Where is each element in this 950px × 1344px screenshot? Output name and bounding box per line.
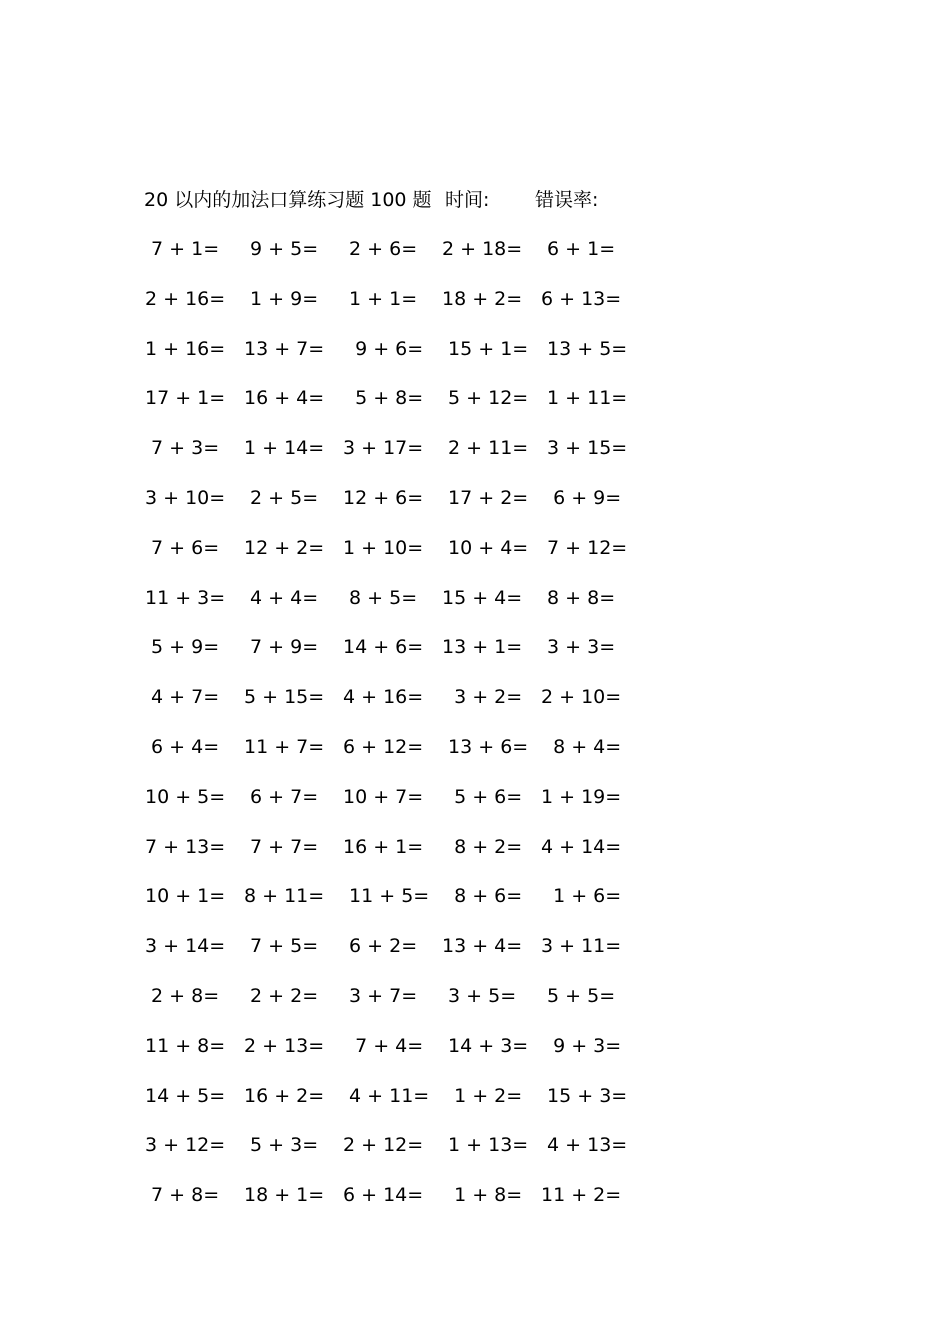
problem-row (145, 881, 645, 931)
problem-item: 11 + 2= (541, 1184, 622, 1207)
problem-item: 4 + 11= (343, 1084, 430, 1107)
problem-item: 2 + 10= (541, 686, 622, 709)
problem-item: 16 + 1= (343, 835, 424, 858)
problem-item: 5 + 6= (442, 785, 523, 808)
problem-item: 11 + 5= (343, 885, 430, 908)
problem-item: 7 + 5= (244, 935, 319, 958)
problem-item: 1 + 16= (145, 337, 226, 360)
problem-item: 8 + 4= (541, 735, 622, 758)
problem-item: 1 + 6= (541, 885, 622, 908)
problem-item: 3 + 17= (343, 437, 424, 460)
error-rate-label: 错误率: (535, 189, 599, 211)
problem-item: 1 + 14= (244, 437, 325, 460)
problem-item: 1 + 10= (343, 536, 424, 559)
problem-item: 3 + 2= (442, 686, 523, 709)
problem-row (145, 1130, 645, 1180)
problem-item: 13 + 4= (442, 935, 523, 958)
problem-item: 9 + 6= (343, 337, 424, 360)
problem-item: 4 + 16= (343, 686, 424, 709)
problem-row (145, 383, 645, 433)
problem-item: 4 + 7= (145, 686, 220, 709)
problem-item: 3 + 5= (442, 984, 517, 1007)
problem-item: 7 + 1= (145, 238, 220, 260)
worksheet-title: 20 以内的加法口算练习题 100 题 (144, 189, 432, 211)
problem-item: 8 + 6= (442, 885, 523, 908)
problem-row (145, 284, 645, 334)
problem-item: 2 + 8= (145, 984, 220, 1007)
problem-item: 1 + 19= (541, 785, 622, 808)
problem-item: 11 + 3= (145, 586, 226, 609)
problem-item: 2 + 13= (244, 1034, 325, 1057)
worksheet-header (144, 186, 664, 214)
problem-item: 5 + 3= (244, 1134, 319, 1157)
problem-item: 13 + 7= (244, 337, 325, 360)
problem-item: 8 + 5= (343, 586, 418, 609)
problem-row (145, 732, 645, 782)
problem-item: 7 + 8= (145, 1184, 220, 1207)
problem-item: 3 + 3= (541, 636, 616, 659)
problem-row (145, 832, 645, 882)
time-label: 时间: (445, 189, 490, 211)
problem-item: 10 + 1= (145, 885, 226, 908)
problem-item: 10 + 4= (442, 536, 529, 559)
problem-row (145, 433, 645, 483)
problem-item: 11 + 8= (145, 1034, 226, 1057)
problem-item: 4 + 4= (244, 586, 319, 609)
problem-item: 4 + 14= (541, 835, 622, 858)
problem-item: 5 + 15= (244, 686, 325, 709)
problem-item: 5 + 5= (541, 984, 616, 1007)
problem-item: 5 + 8= (343, 387, 424, 410)
problem-item: 1 + 11= (541, 387, 628, 410)
problem-item: 4 + 13= (541, 1134, 628, 1157)
problem-row (145, 234, 645, 284)
problem-item: 6 + 4= (145, 735, 220, 758)
problem-item: 13 + 5= (541, 337, 628, 360)
problem-row (145, 931, 645, 981)
problem-row (145, 483, 645, 533)
problem-item: 2 + 12= (343, 1134, 424, 1157)
problem-item: 6 + 12= (343, 735, 424, 758)
problem-item: 5 + 12= (442, 387, 529, 410)
problem-item: 3 + 7= (343, 984, 418, 1007)
problem-item: 1 + 8= (442, 1184, 523, 1207)
problem-item: 7 + 12= (541, 536, 628, 559)
problem-item: 15 + 3= (541, 1084, 628, 1107)
problem-item: 3 + 12= (145, 1134, 226, 1157)
problem-item: 14 + 5= (145, 1084, 226, 1107)
problem-row (145, 1180, 645, 1230)
problem-row (145, 583, 645, 633)
problem-item: 12 + 2= (244, 536, 325, 559)
problem-item: 3 + 11= (541, 935, 622, 958)
problem-item: 6 + 9= (541, 486, 622, 509)
problem-item: 6 + 2= (343, 935, 418, 958)
problem-row (145, 682, 645, 732)
problem-item: 7 + 4= (343, 1034, 424, 1057)
problem-item: 17 + 2= (442, 486, 529, 509)
problem-item: 15 + 4= (442, 586, 523, 609)
problem-grid (145, 234, 645, 1230)
problem-item: 1 + 1= (343, 287, 418, 310)
problem-row (145, 1081, 645, 1131)
problem-item: 2 + 18= (442, 238, 523, 260)
problem-item: 6 + 13= (541, 287, 622, 310)
problem-item: 18 + 1= (244, 1184, 325, 1207)
problem-item: 16 + 2= (244, 1084, 325, 1107)
problem-row (145, 1031, 645, 1081)
problem-item: 8 + 8= (541, 586, 616, 609)
problem-item: 3 + 10= (145, 486, 226, 509)
problem-item: 7 + 7= (244, 835, 319, 858)
problem-item: 13 + 6= (442, 735, 529, 758)
problem-item: 2 + 6= (343, 238, 418, 260)
problem-item: 15 + 1= (442, 337, 529, 360)
problem-row (145, 981, 645, 1031)
problem-item: 10 + 5= (145, 785, 226, 808)
problem-item: 6 + 1= (541, 238, 616, 260)
problem-item: 2 + 2= (244, 984, 319, 1007)
problem-item: 10 + 7= (343, 785, 424, 808)
problem-item: 1 + 2= (442, 1084, 523, 1107)
problem-item: 3 + 14= (145, 935, 226, 958)
problem-item: 7 + 6= (145, 536, 220, 559)
problem-item: 16 + 4= (244, 387, 325, 410)
problem-item: 2 + 16= (145, 287, 226, 310)
problem-row (145, 334, 645, 384)
problem-item: 7 + 9= (244, 636, 319, 659)
problem-item: 2 + 5= (244, 486, 319, 509)
problem-item: 1 + 9= (244, 287, 319, 310)
problem-row (145, 632, 645, 682)
problem-item: 14 + 3= (442, 1034, 529, 1057)
problem-item: 6 + 7= (244, 785, 319, 808)
problem-item: 13 + 1= (442, 636, 523, 659)
problem-row (145, 782, 645, 832)
problem-item: 18 + 2= (442, 287, 523, 310)
problem-row (145, 533, 645, 583)
problem-item: 5 + 9= (145, 636, 220, 659)
problem-item: 6 + 14= (343, 1184, 424, 1207)
problem-item: 3 + 15= (541, 437, 628, 460)
problem-item: 9 + 3= (541, 1034, 622, 1057)
problem-item: 9 + 5= (244, 238, 319, 260)
problem-item: 12 + 6= (343, 486, 424, 509)
problem-item: 1 + 13= (442, 1134, 529, 1157)
problem-item: 17 + 1= (145, 387, 226, 410)
problem-item: 7 + 13= (145, 835, 226, 858)
problem-item: 7 + 3= (145, 437, 220, 460)
problem-item: 8 + 2= (442, 835, 523, 858)
problem-item: 14 + 6= (343, 636, 424, 659)
problem-item: 8 + 11= (244, 885, 325, 908)
problem-item: 11 + 7= (244, 735, 325, 758)
problem-item: 2 + 11= (442, 437, 529, 460)
